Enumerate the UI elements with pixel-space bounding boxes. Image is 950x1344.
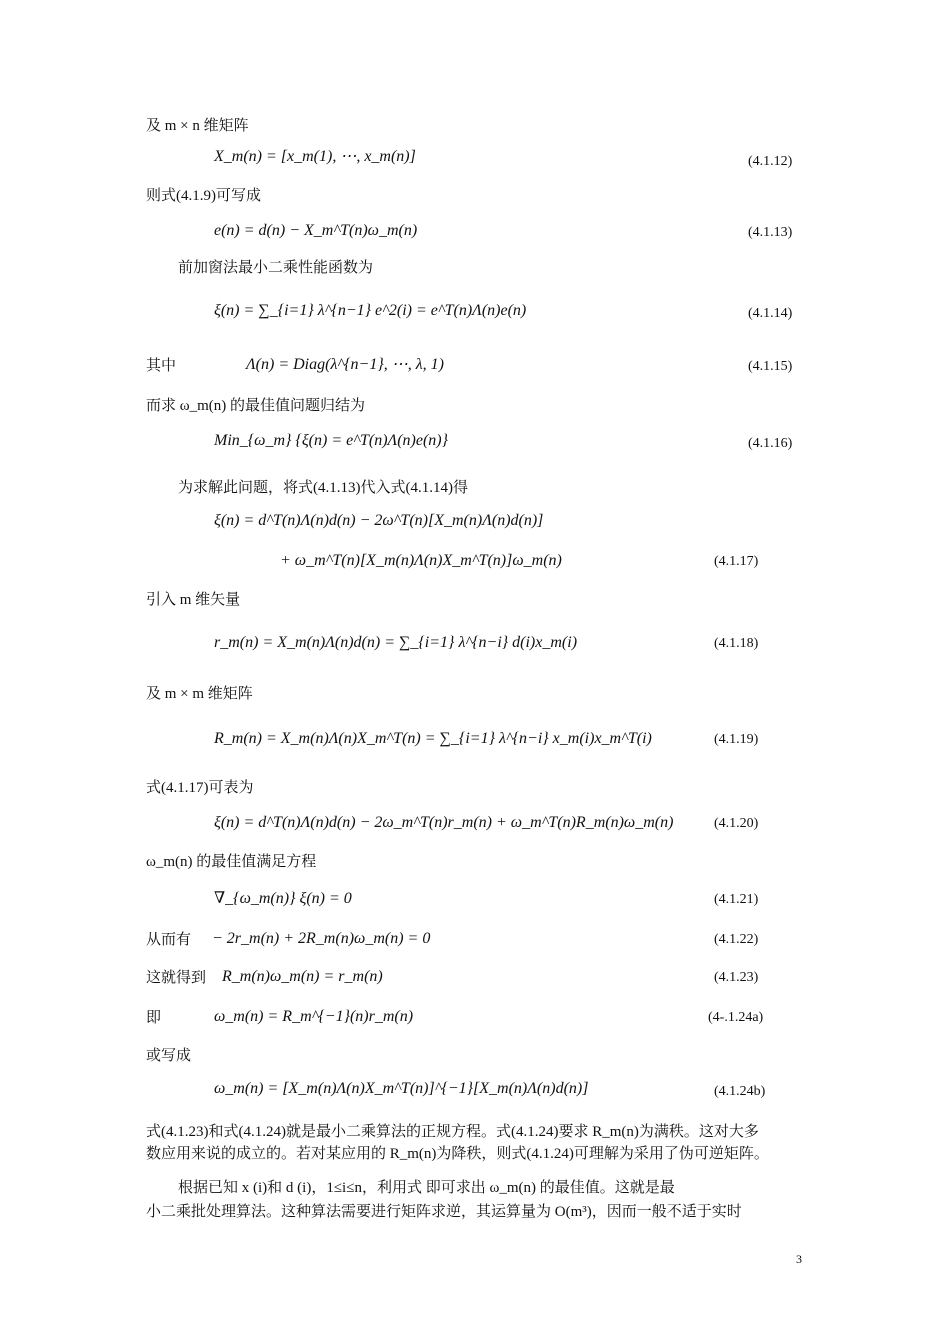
equation-4-1-14: ξ(n) = ∑_{i=1} λ^{n−1} e^2(i) = e^T(n)Λ(n)e(n) [214,302,527,319]
equation-4-1-20: ξ(n) = d^T(n)Λ(n)d(n) − 2ω_m^T(n)r_m(n) + ω_m^T(n)R_m(n)ω_m(n) [214,814,674,831]
equation-label: (4.1.16) [748,436,793,451]
text-line-05: 前加窗法最小二乘性能函数为 [178,260,374,276]
text-line-27: 数应用来说的成立的。若对某应用的 R_m(n)为降秩，则式(4.1.24)可理解为采用了伪可逆矩阵。 [146,1146,769,1162]
text-line-08: 而求 ω_m(n) 的最佳值问题归结为 [146,398,366,414]
equation-4-1-24a: ω_m(n) = R_m^{−1}(n)r_m(n) [214,1008,414,1025]
equation-4-1-16: Min_{ω_m} {ξ(n) = e^T(n)Λ(n)e(n)} [214,432,449,449]
text-line-03: 则式(4.1.9)可写成 [146,188,261,204]
equation-4-1-12: X_m(n) = [x_m(1), ⋯, x_m(n)] [214,148,416,165]
text-line-13: 引入 m 维矢量 [146,592,241,608]
equation-4-1-15: Λ(n) = Diag(λ^{n−1}, ⋯, λ, 1) [246,356,444,373]
equation-4-1-18: r_m(n) = X_m(n)Λ(n)d(n) = ∑_{i=1} λ^{n−i} d(i)x_m(i) [214,634,578,651]
equation-label: (4.1.20) [714,816,759,831]
equation-4-1-13: e(n) = d(n) − X_m^T(n)ω_m(n) [214,222,418,239]
equation-4-1-17-line-1: ξ(n) = d^T(n)Λ(n)d(n) − 2ω^T(n)[X_m(n)Λ(n)d(n)] [214,512,544,529]
equation-4-1-22: − 2r_m(n) + 2R_m(n)ω_m(n) = 0 [212,930,431,947]
text-line-15: 及 m × m 维矩阵 [146,686,253,702]
equation-prefix: 即 [146,1010,162,1026]
equation-label: (4.1.15) [748,359,793,374]
equation-prefix: 从而有 [146,932,192,948]
equation-4-1-21: ∇_{ω_m(n)} ξ(n) = 0 [214,890,352,907]
text-line-26: 式(4.1.23)和式(4.1.24)就是最小二乘算法的正规方程。式(4.1.24)要求 R_m(n)为满秩。这对大多 [146,1124,759,1140]
equation-4-1-24b: ω_m(n) = [X_m(n)Λ(n)X_m^T(n)]^{−1}[X_m(n)Λ(n)d(n)] [214,1080,589,1097]
equation-label: (4.1.24b) [714,1084,766,1099]
equation-prefix: 这就得到 [146,970,207,986]
equation-4-1-17-line-2: + ω_m^T(n)[X_m(n)Λ(n)X_m^T(n)]ω_m(n) [280,552,562,569]
text-line-19: ω_m(n) 的最佳值满足方程 [146,854,317,870]
page-number: 3 [796,1252,802,1266]
equation-label: (4-.1.24a) [708,1010,764,1025]
equation-label: (4.1.19) [714,732,759,747]
text-line-28: 根据已知 x (i)和 d (i)，1≤i≤n，利用式 即可求出 ω_m(n) 的最佳值。这就是最 [178,1180,675,1196]
equation-label: (4.1.23) [714,970,759,985]
equation-label: (4.1.21) [714,892,759,907]
equation-label: (4.1.18) [714,636,759,651]
equation-prefix: 其中 [146,358,177,374]
text-line-29: 小二乘批处理算法。这种算法需要进行矩阵求逆，其运算量为 O(m³)，因而一般不适于实时 [146,1204,742,1220]
text-line-17: 式(4.1.17)可表为 [146,780,254,796]
equation-4-1-23: R_m(n)ω_m(n) = r_m(n) [222,968,383,985]
equation-4-1-19: R_m(n) = X_m(n)Λ(n)X_m^T(n) = ∑_{i=1} λ^{n−i} x_m(i)x_m^T(i) [214,730,652,747]
equation-label: (4.1.22) [714,932,759,947]
equation-label: (4.1.17) [714,554,759,569]
text-line-10: 为求解此问题，将式(4.1.13)代入式(4.1.14)得 [178,480,468,496]
equation-label: (4.1.13) [748,225,793,240]
equation-label: (4.1.12) [748,154,793,169]
text-line-01: 及 m × n 维矩阵 [146,118,249,134]
equation-label: (4.1.14) [748,306,793,321]
text-line-24: 或写成 [146,1048,192,1064]
